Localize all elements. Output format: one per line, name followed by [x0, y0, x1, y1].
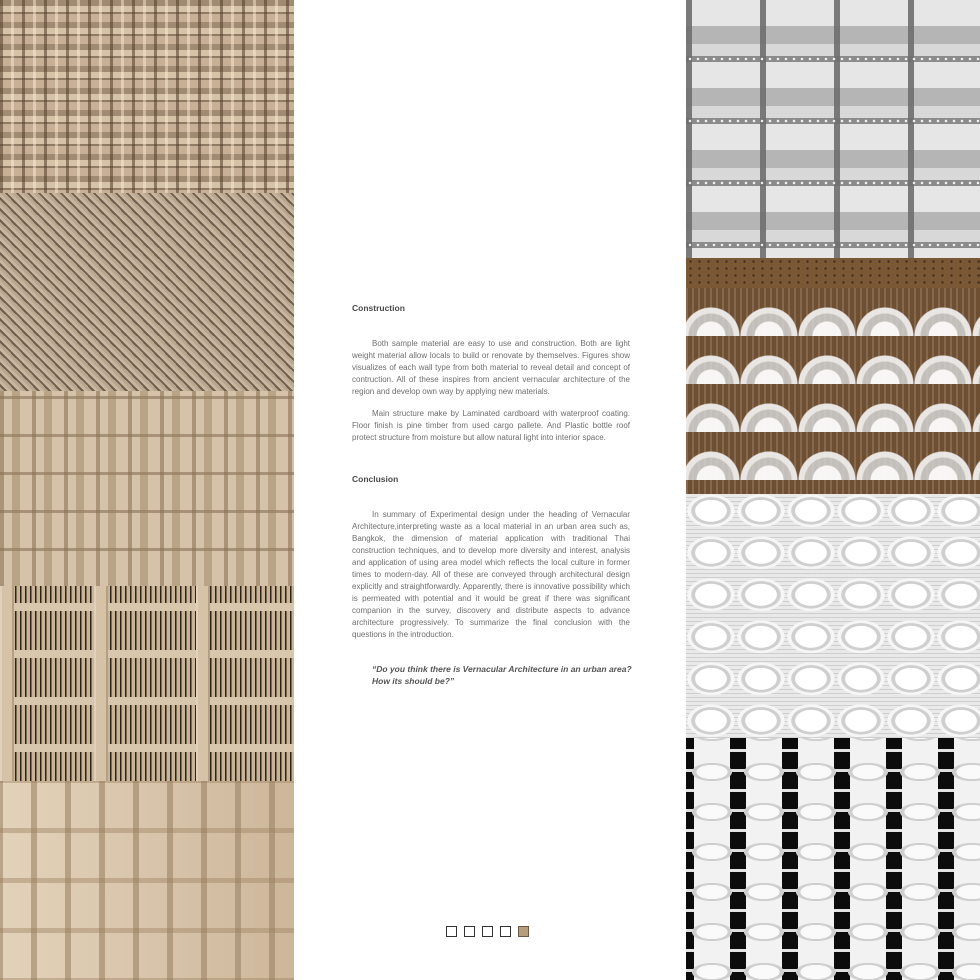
- construction-paragraph-1: Both sample material are easy to use and construction. Both are light weight material allow locals to build or renovate by themselves. Figures show visualizes of each wall type from both material to reveal detail and concept of contruction. All of these inspires from ancient vernacular architecture of the region and develop own way by applying new materials.: [352, 339, 630, 396]
- page-indicator: [446, 926, 529, 937]
- conclusion-heading: Conclusion: [352, 474, 399, 484]
- cardboard-sample-lattice: [0, 781, 294, 980]
- timber-strip: [686, 258, 980, 288]
- page-dot-active[interactable]: [518, 926, 529, 937]
- page-dot[interactable]: [500, 926, 511, 937]
- corrugated-beam: [196, 586, 210, 781]
- cardboard-sample-stepped: [0, 391, 294, 586]
- conclusion-paragraph: In summary of Experimental design under the heading of Vernacular Architecture,interpreting waste as a local material in an urban area such as, Bangkok, the dimension of material application with traditional Thai construction techniques, and to develop more diversity and interest, analysis and application of using area model which reflects the local culture in former times to modern-day. All of these are conveyed through architectural design explicitly and straightforwardly. Apparently, there is innovative possibility which is permeated with potential and it would be great if there was significant companion in the survey, discovery and distribute aspects to advance architecture progressively. To summarize the final conclusion with the questions in the introduction.: [352, 510, 630, 639]
- cardboard-sample-weave: [0, 193, 294, 391]
- page-dot[interactable]: [446, 926, 457, 937]
- cardboard-sample-zigzag: [0, 0, 294, 193]
- plastic-sample-bottle-bottoms: [686, 258, 980, 494]
- construction-paragraph-2: Main structure make by Laminated cardboard with waterproof coating. Floor finish is pine timber from used cargo pallete. And Plastic bottle roof protect structure from moisture but allow natural light into interior space.: [352, 409, 630, 442]
- text-column: [294, 0, 686, 980]
- cardboard-samples-column: [0, 0, 294, 980]
- corrugated-beam: [94, 586, 108, 781]
- plastic-sample-bottle-caps: [686, 738, 980, 980]
- closing-question: “Do you think there is Vernacular Architecture in an urban area? How its should be?”: [372, 664, 632, 686]
- construction-heading: Construction: [352, 303, 405, 313]
- plastic-sample-grid: [686, 0, 980, 258]
- plastic-samples-column: [686, 0, 980, 980]
- page-dot[interactable]: [464, 926, 475, 937]
- corrugated-beam: [0, 586, 14, 781]
- bottle-caps: [686, 738, 980, 980]
- grid-dots: [686, 0, 980, 258]
- cardboard-sample-corrugated: [0, 586, 294, 781]
- page-dot[interactable]: [482, 926, 493, 937]
- plastic-sample-stacked-bottles: [686, 494, 980, 738]
